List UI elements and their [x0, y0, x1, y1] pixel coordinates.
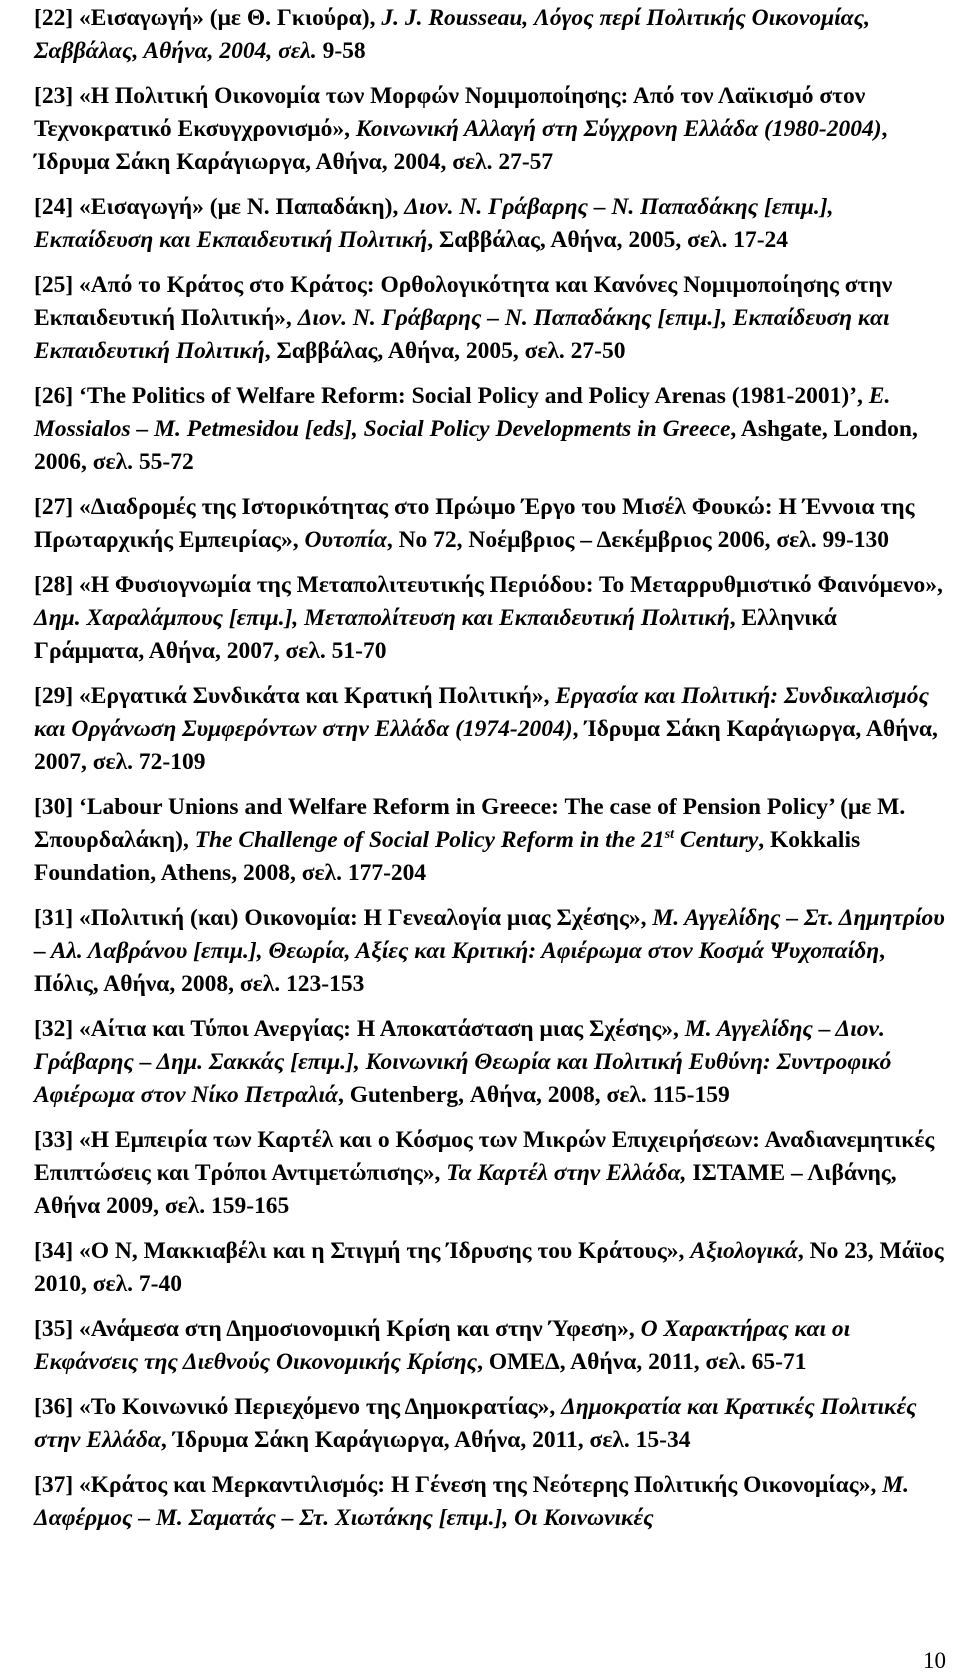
reference-text: [36] «Το Κοινωνικό Περιεχόμενο της Δημοκρατίας», [34, 1394, 562, 1420]
reference-list [34, 2, 946, 1547]
reference-text: 9-58 [316, 38, 366, 64]
reference-entry [34, 902, 946, 1001]
reference-text: , Ίδρυμα Σάκη Καράγιωργα, Αθήνα, 2007, σελ. 72-109 [34, 716, 938, 775]
reference-italic-text: Δημοκρατία και Κρατικές Πολιτικές στην Ελλάδα [34, 1394, 917, 1453]
reference-text: [33] «Η Εμπειρία των Καρτέλ και ο Κόσμος των Μικρών Επιχειρήσεων: Αναδιανεμητικές Επιπτώσεις και Τρόποι Αντιμετώπισης», [34, 1127, 935, 1186]
reference-text: , Ίδρυμα Σάκη Καράγιωργα, Αθήνα, 2004, σελ. 27-57 [34, 116, 888, 175]
reference-entry [34, 80, 946, 179]
reference-text: [25] «Από το Κράτος στο Κράτος: Ορθολογικότητα και Κανόνες Νομιμοποίησης στην Εκπαιδευτική Πολιτική», [34, 272, 893, 331]
reference-text: [27] «Διαδρομές της Ιστορικότητας στο Πρώιμο Έργο του Μισέλ Φουκώ: Η Έννοια της Πρωταρχικής Εμπειρίας», [34, 494, 915, 553]
reference-italic-text: J. J. Rousseau, Λόγος περί Πολιτικής Οικονομίας, Σαββάλας, Αθήνα, 2004, σελ. [34, 5, 871, 64]
reference-text: [31] «Πολιτική (και) Οικονομία: Η Γενεαλογία μιας Σχέσης», [34, 905, 653, 931]
reference-italic-text: The Challenge of Social Policy Reform in the 21 [194, 827, 665, 853]
reference-text: ΙΣΤΑΜΕ – Λιβάνης, Αθήνα 2009, σελ. 159-165 [34, 1160, 897, 1219]
reference-text: [23] «Η Πολιτική Οικονομία των Μορφών Νομιμοποίησης: Από τον Λαϊκισμό στον Τεχνοκρατικό Εκσυγχρονισμό», [34, 83, 866, 142]
reference-italic-text: Εργασία και Πολιτική: Συνδικαλισμός και Οργάνωση Συμφερόντων στην Ελλάδα (1974-2004) [34, 683, 929, 742]
reference-text: , ΟΜΕΔ, Αθήνα, 2011, σελ. 65-71 [477, 1349, 807, 1375]
reference-text: [28] «Η Φυσιογνωμία της Μεταπολιτευτικής Περιόδου: Το Μεταρρυθμιστικό Φαινόμενο», [34, 572, 943, 598]
reference-text: [22] «Εισαγωγή» (με Θ. Γκιούρα), [34, 5, 382, 31]
reference-text: [29] «Εργατικά Συνδικάτα και Κρατική Πολιτική», [34, 683, 556, 709]
reference-text: [37] «Κράτος και Μερκαντιλισμός: Η Γένεση της Νεότερης Πολιτικής Οικονομίας», [34, 1472, 883, 1498]
reference-text: , Σαββάλας, Αθήνα, 2005, σελ. 17-24 [427, 227, 789, 253]
reference-italic-text: E. Mossialos – M. Petmesidou [eds], Social Policy Developments in Greece [34, 383, 891, 442]
reference-text: [32] «Αίτια και Τύποι Ανεργίας: Η Αποκατάσταση μιας Σχέσης», [34, 1016, 685, 1042]
reference-text: [26] ‘The Politics of Welfare Reform: Social Policy and Policy Arenas (1981-2001)’, [34, 383, 869, 409]
reference-italic-text: Ο Χαρακτήρας και οι Εκφάνσεις της Διεθνούς Οικονομικής Κρίσης [34, 1316, 851, 1375]
reference-text: , Νο 23, Μάϊος 2010, σελ. 7-40 [34, 1238, 944, 1297]
reference-text: , Gutenberg, Αθήνα, 2008, σελ. 115-159 [338, 1082, 730, 1108]
reference-text: , Ίδρυμα Σάκη Καράγιωργα, Αθήνα, 2011, σελ. 15-34 [160, 1427, 691, 1453]
reference-italic-text: Αξιολογικά [690, 1238, 798, 1264]
reference-entry [34, 491, 946, 557]
reference-entry [34, 1313, 946, 1379]
reference-entry [34, 380, 946, 479]
reference-text: , Πόλις, Αθήνα, 2008, σελ. 123-153 [34, 938, 886, 997]
reference-text: [24] «Εισαγωγή» (με Ν. Παπαδάκη), [34, 194, 405, 220]
reference-italic-text: Century [674, 827, 759, 853]
reference-italic-text: Ουτοπία [304, 527, 387, 553]
reference-entry [34, 1124, 946, 1223]
reference-entry [34, 2, 946, 68]
reference-entry [34, 791, 946, 890]
reference-italic-text: Μ. Δαφέρμος – Μ. Σαματάς – Στ. Χιωτάκης [επιμ.], Οι Κοινωνικές [34, 1472, 909, 1531]
reference-text: [35] «Ανάμεσα στη Δημοσιονομική Κρίση και στην Ύφεση», [34, 1316, 641, 1342]
superscript-text: st [664, 827, 675, 843]
reference-text: [34] «Ο Ν, Μακκιαβέλι και η Στιγμή της Ίδρυσης του Κράτους», [34, 1238, 691, 1264]
reference-text: , Σαββάλας, Αθήνα, 2005, σελ. 27-50 [264, 338, 626, 364]
reference-entry [34, 269, 946, 368]
reference-italic-text: Διον. Ν. Γράβαρης – Ν. Παπαδάκης [επιμ.], Εκπαίδευση και Εκπαιδευτική Πολιτική [34, 194, 834, 253]
reference-entry [34, 1391, 946, 1457]
page-number: 10 [923, 1648, 946, 1673]
reference-entry [34, 191, 946, 257]
reference-entry [34, 1235, 946, 1301]
reference-italic-text: Μ. Αγγελίδης – Διον. Γράβαρης – Δημ. Σακκάς [επιμ.], Κοινωνική Θεωρία και Πολιτική Ευθύνη: Συντροφικό Αφιέρωμα στον Νίκο Πετραλιά [34, 1016, 892, 1108]
reference-italic-text: Μ. Αγγελίδης – Στ. Δημητρίου – Αλ. Λαβράνου [επιμ.], Θεωρία, Αξίες και Κριτική: Αφιέρωμα στον Κοσμά Ψυχοπαίδη [34, 905, 945, 964]
reference-text: [30] ‘Labour Unions and Welfare Reform in Greece: The case of Pension Policy’ (με Μ. Σπουρδαλάκη), [34, 794, 906, 853]
reference-italic-text: Δημ. Χαραλάμπους [επιμ.], Μεταπολίτευση και Εκπαιδευτική Πολιτική [34, 605, 730, 631]
reference-text: , Kokkalis Foundation, Athens, 2008, σελ. 177-204 [34, 827, 861, 886]
reference-text: , Νο 72, Νοέμβριος – Δεκέμβριος 2006, σελ. 99-130 [386, 527, 890, 553]
reference-italic-text: Κοινωνική Αλλαγή στη Σύγχρονη Ελλάδα (1980-2004) [355, 116, 882, 142]
reference-italic-text: Διον. Ν. Γράβαρης – Ν. Παπαδάκης [επιμ.], Εκπαίδευση και Εκπαιδευτική Πολιτική [34, 305, 890, 364]
reference-entry [34, 680, 946, 779]
reference-entry [34, 569, 946, 668]
reference-entry [34, 1013, 946, 1112]
reference-text: , Ashgate, London, 2006, σελ. 55-72 [34, 416, 918, 475]
reference-superscript [665, 827, 674, 853]
reference-italic-text: Τα Καρτέλ στην Ελλάδα, [446, 1160, 687, 1186]
reference-text: , Ελληνικά Γράμματα, Αθήνα, 2007, σελ. 51-70 [34, 605, 837, 664]
reference-entry [34, 1469, 946, 1535]
